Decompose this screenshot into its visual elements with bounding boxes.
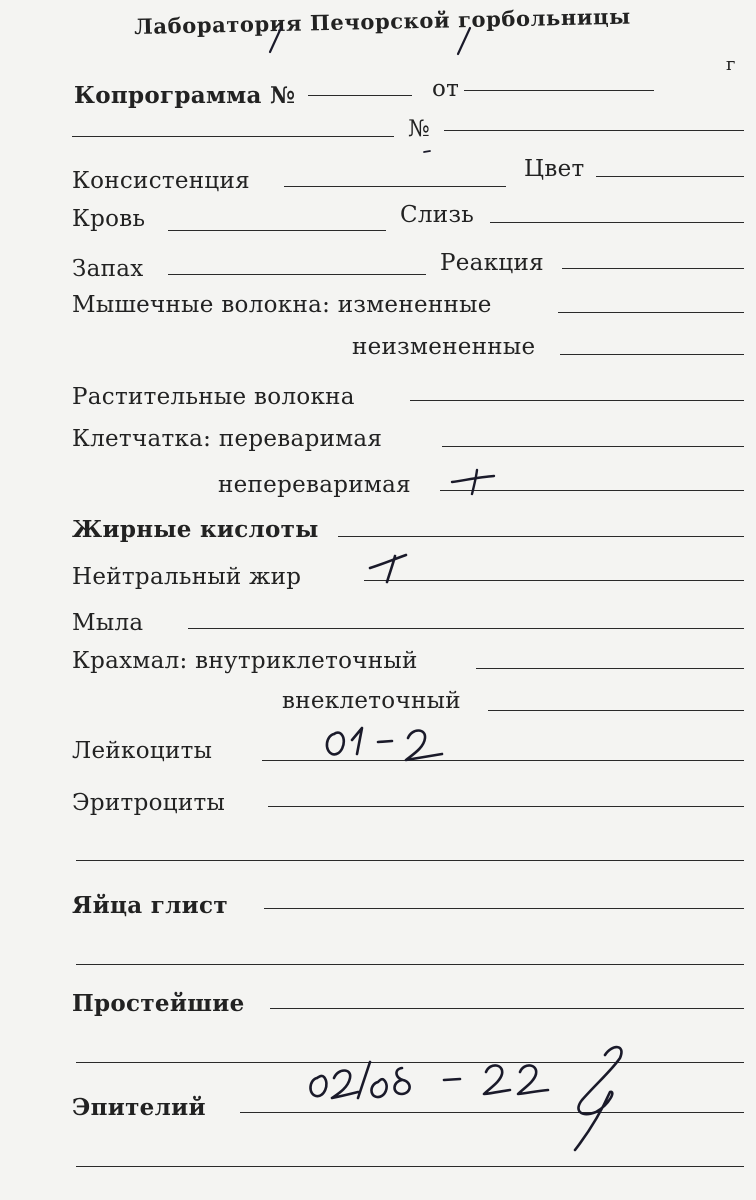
unchanged-label: неизмененные <box>352 334 536 360</box>
leukocytes-handwritten-value <box>327 728 442 760</box>
protozoa-label: Простейшие <box>72 990 245 1017</box>
stray-mark <box>424 151 430 152</box>
smell-label: Запах <box>72 256 144 282</box>
blood-label: Кровь <box>72 206 146 232</box>
title-slash-mark <box>270 28 281 52</box>
extracellular-label: внеклеточный <box>282 688 461 714</box>
erythrocytes-label: Эритроциты <box>72 790 226 816</box>
indigestible-plus-mark <box>452 470 494 494</box>
helminth-eggs-label: Яйца глист <box>72 892 228 919</box>
form-title: Лаборатория Печорской горбольницы <box>133 3 632 39</box>
number-label: № <box>408 116 431 142</box>
title-slash-mark-2 <box>458 28 470 54</box>
neutral-fat-label: Нейтральный жир <box>72 564 302 590</box>
cellulose-label: Клетчатка: переваримая <box>72 426 383 452</box>
consistency-label: Консистенция <box>72 168 250 194</box>
fatty-acids-label: Жирные кислоты <box>72 516 319 543</box>
leukocytes-label: Лейкоциты <box>72 738 213 764</box>
from-label: от <box>432 76 460 102</box>
mucus-label: Слизь <box>400 202 475 228</box>
soaps-label: Мыла <box>72 610 144 636</box>
color-label: Цвет <box>524 156 585 182</box>
reaction-label: Реакция <box>440 250 544 276</box>
epithelium-label: Эпителий <box>72 1094 206 1121</box>
signature-date-handwriting <box>310 1047 621 1150</box>
muscle-fibers-label: Мышечные волокна: измененные <box>72 292 492 318</box>
margin-mark: г <box>726 54 736 75</box>
plant-fibers-label: Растительные волокна <box>72 384 355 410</box>
coprogram-label: Копрограмма № <box>74 82 296 109</box>
neutral-fat-plus-mark <box>370 555 406 582</box>
indigestible-label: непереваримая <box>218 472 411 498</box>
starch-label: Крахмал: внутриклеточный <box>72 648 418 674</box>
